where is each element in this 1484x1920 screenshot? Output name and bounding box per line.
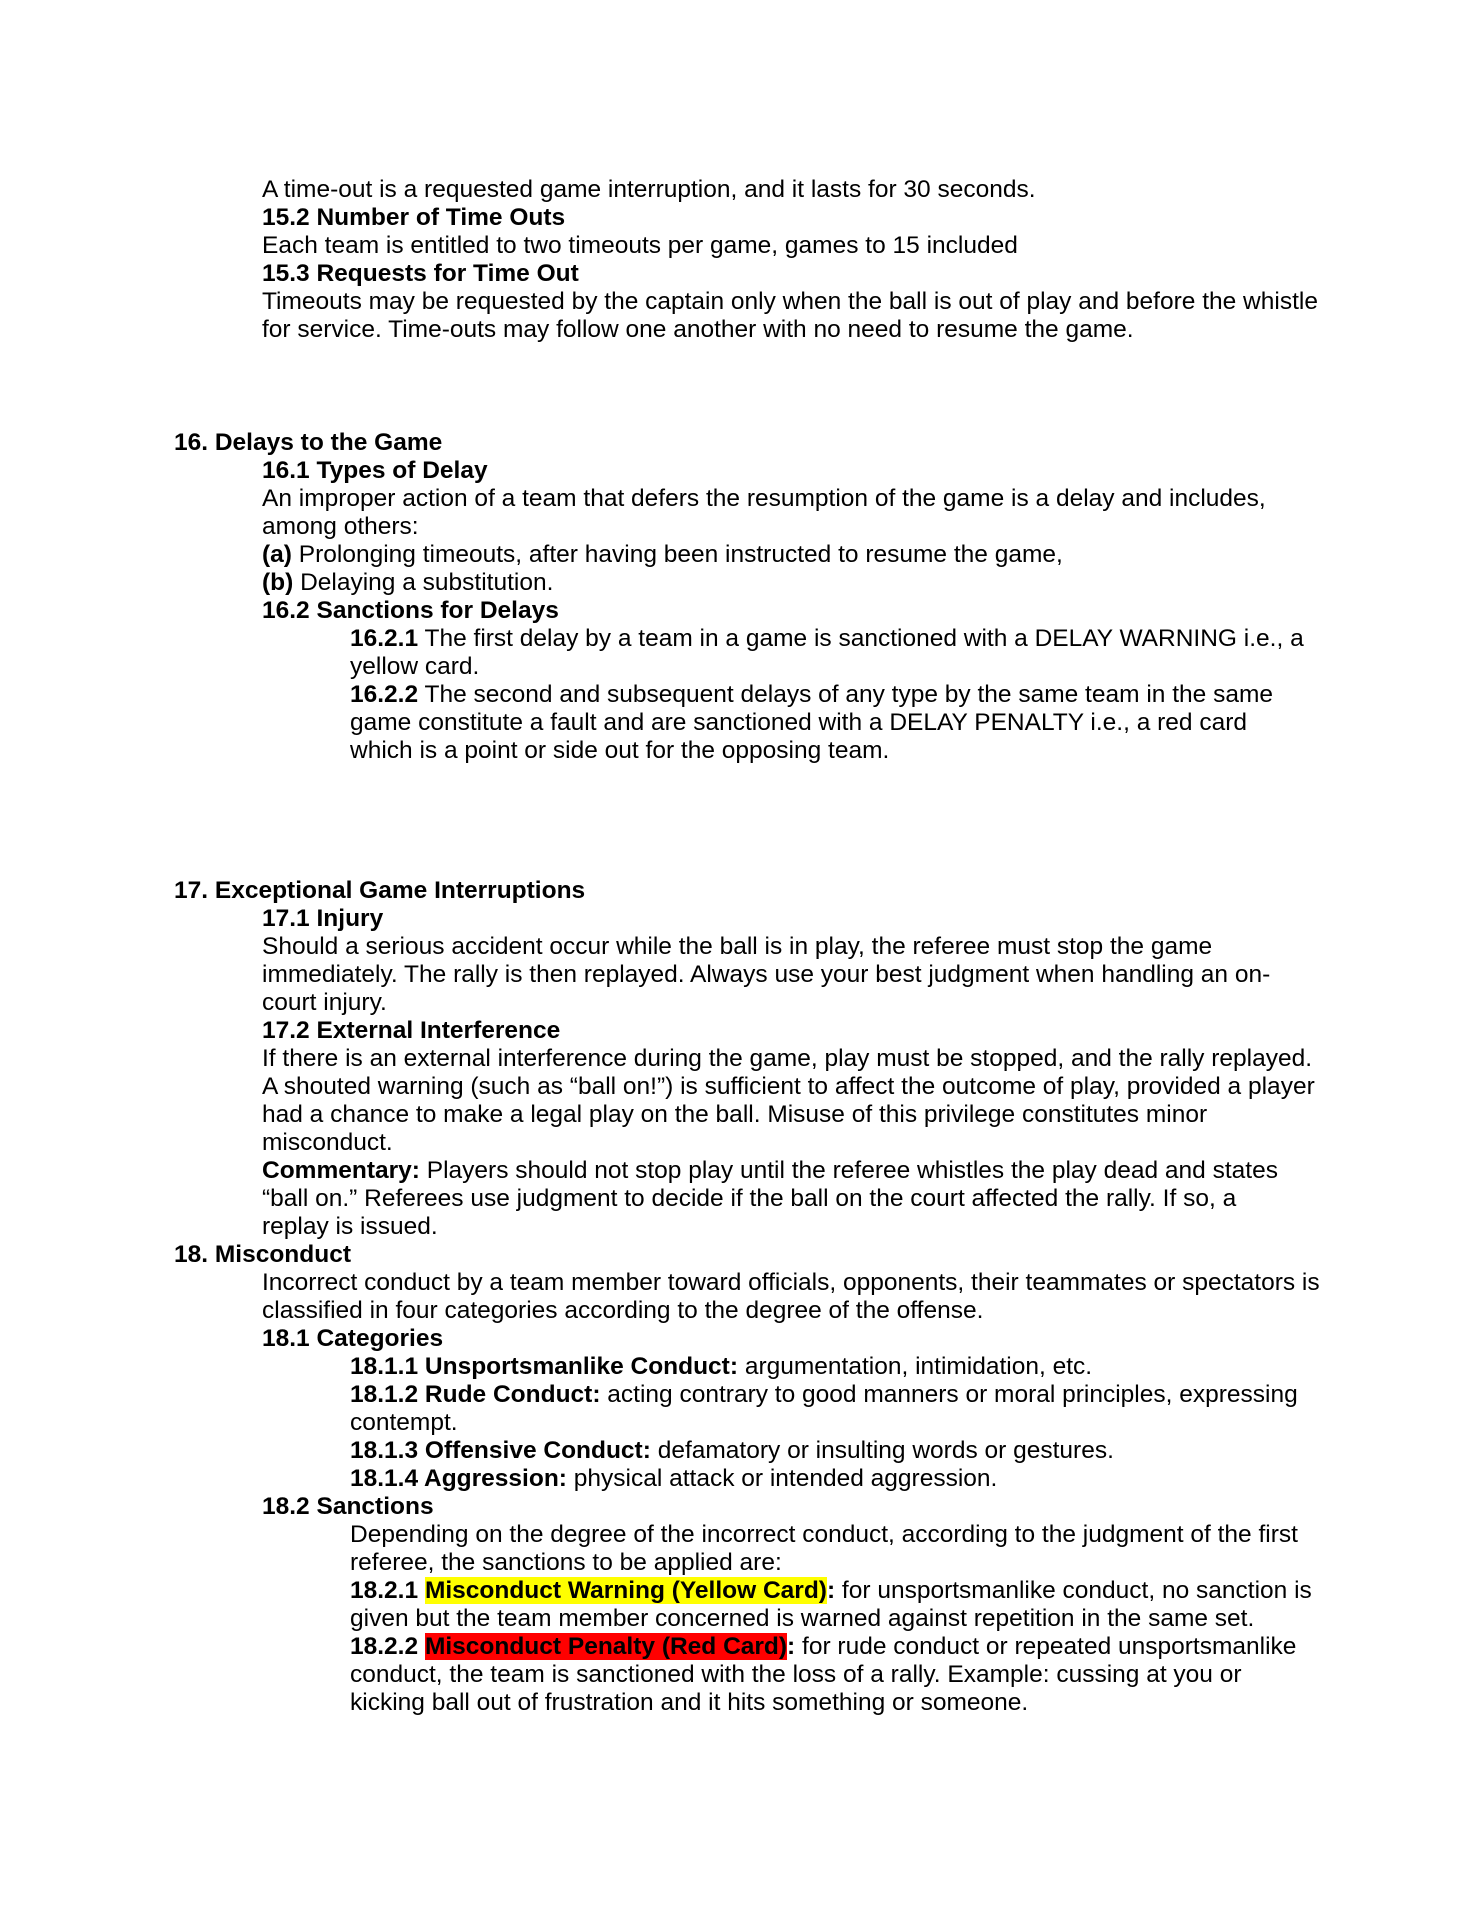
sanction-18-2-2-line-1 <box>350 1633 1296 1661</box>
category-18-1-2-line-1 <box>350 1381 1298 1409</box>
paragraph-17-1-line-2: immediately. The rally is then replayed. Always use your best judgment when handling an on- <box>262 961 1271 988</box>
category-18-1-1-label: 18.1.1 Unsportsmanlike Conduct: <box>350 1353 739 1380</box>
rule-16-2-1-text: The first delay by a team in a game is sanctioned with a DELAY WARNING i.e., a <box>418 625 1304 652</box>
paragraph-15-3-line-1: Timeouts may be requested by the captain only when the ball is out of play and before the whistle <box>262 288 1318 315</box>
list-item-a <box>262 541 1063 569</box>
category-18-1-2-label: 18.1.2 Rude Conduct: <box>350 1381 601 1408</box>
yellow-card-highlight: Misconduct Warning (Yellow Card) <box>424 1577 827 1604</box>
red-card-colon: : <box>787 1633 796 1660</box>
paragraph-17-1-line-1: Should a serious accident occur while the ball is in play, the referee must stop the game <box>262 933 1213 960</box>
category-18-1-2-text: acting contrary to good manners or moral principles, expressing <box>600 1381 1298 1408</box>
timeout-intro: A time-out is a requested game interruption, and it lasts for 30 seconds. <box>262 176 1036 203</box>
yellow-card-colon: : <box>826 1577 836 1604</box>
commentary-line-3: replay is issued. <box>262 1213 438 1240</box>
rule-16-2-2-line-2: game constitute a fault and are sanctioned with a DELAY PENALTY i.e., a red card <box>350 709 1248 736</box>
rule-16-2-1-line-1 <box>350 625 1304 653</box>
sanction-18-2-1-line-2: given but the team member concerned is warned against repetition in the same set. <box>350 1605 1255 1632</box>
paragraph-17-2-line-3: had a chance to make a legal play on the ball. Misuse of this privilege constitutes minor <box>262 1101 1208 1128</box>
heading-15-3: 15.3 Requests for Time Out <box>262 260 579 287</box>
heading-16-1: 16.1 Types of Delay <box>262 457 488 484</box>
category-18-1-3 <box>350 1437 1114 1465</box>
rule-16-2-2-line-3: which is a point or side out for the opposing team. <box>350 737 890 764</box>
sanction-18-2-2-line-3: kicking ball out of frustration and it hits something or someone. <box>350 1689 1029 1716</box>
section-18-heading: 18. Misconduct <box>174 1241 351 1268</box>
paragraph-16-1-line-1: An improper action of a team that defers the resumption of the game is a delay and includes, <box>262 485 1266 512</box>
heading-17-2: 17.2 External Interference <box>262 1017 561 1044</box>
paragraph-17-1-line-3: court injury. <box>262 989 387 1016</box>
section-16-heading: 16. Delays to the Game <box>174 429 443 456</box>
sanction-18-2-2-text: for rude conduct or repeated unsportsmanlike <box>795 1633 1297 1660</box>
paragraph-17-2-line-2: A shouted warning (such as “ball on!”) is sufficient to affect the outcome of play, provided a player <box>262 1073 1315 1100</box>
rule-16-2-1-line-2: yellow card. <box>350 653 480 680</box>
category-18-1-1-text: argumentation, intimidation, etc. <box>738 1353 1093 1380</box>
commentary-line-1 <box>262 1157 1278 1185</box>
rule-16-2-2-text: The second and subsequent delays of any type by the same team in the same <box>418 681 1273 708</box>
paragraph-17-2-line-4: misconduct. <box>262 1129 393 1156</box>
list-item-b <box>262 569 553 597</box>
heading-18-2: 18.2 Sanctions <box>262 1493 434 1520</box>
paragraph-17-2-line-1: If there is an external interference during the game, play must be stopped, and the rally replayed. <box>262 1045 1313 1072</box>
list-item-b-text: Delaying a substitution. <box>293 569 554 596</box>
sanction-18-2-1-number: 18.2.1 <box>350 1577 419 1604</box>
commentary-label: Commentary: <box>262 1157 420 1184</box>
category-18-1-3-text: defamatory or insulting words or gestures. <box>650 1437 1114 1464</box>
red-card-highlight: Misconduct Penalty (Red Card) <box>424 1633 788 1660</box>
paragraph-16-1-line-2: among others: <box>262 513 419 540</box>
category-18-1-3-label: 18.1.3 Offensive Conduct: <box>350 1437 651 1464</box>
sanction-18-2-2-number: 18.2.2 <box>350 1633 419 1660</box>
paragraph-18-2-line-1: Depending on the degree of the incorrect conduct, according to the judgment of the first <box>350 1521 1298 1548</box>
paragraph-18-2-line-2: referee, the sanctions to be applied are: <box>350 1549 782 1576</box>
rule-16-2-2-number: 16.2.2 <box>350 681 419 708</box>
list-item-a-text: Prolonging timeouts, after having been instructed to resume the game, <box>291 541 1063 568</box>
category-18-1-2-line-2: contempt. <box>350 1409 458 1436</box>
heading-16-2: 16.2 Sanctions for Delays <box>262 597 559 624</box>
sanction-18-2-1-line-1 <box>350 1577 1312 1605</box>
rule-16-2-2-line-1 <box>350 681 1273 709</box>
heading-18-1: 18.1 Categories <box>262 1325 444 1352</box>
category-18-1-4-label: 18.1.4 Aggression: <box>350 1465 567 1492</box>
paragraph-18-line-1: Incorrect conduct by a team member toward officials, opponents, their teammates or spectators is <box>262 1269 1320 1296</box>
paragraph-15-2: Each team is entitled to two timeouts per game, games to 15 included <box>262 232 1018 259</box>
list-item-a-label: (a) <box>262 541 292 568</box>
paragraph-15-3-line-2: for service. Time-outs may follow one another with no need to resume the game. <box>262 316 1134 343</box>
sanction-18-2-2-line-2: conduct, the team is sanctioned with the loss of a rally. Example: cussing at you or <box>350 1661 1242 1688</box>
category-18-1-4-text: physical attack or intended aggression. <box>566 1465 998 1492</box>
commentary-text: Players should not stop play until the referee whistles the play dead and states <box>419 1157 1278 1184</box>
heading-15-2: 15.2 Number of Time Outs <box>262 204 566 231</box>
category-18-1-4 <box>350 1465 997 1493</box>
commentary-line-2: “ball on.” Referees use judgment to decide if the ball on the court affected the rally. If so, a <box>262 1185 1237 1212</box>
heading-17-1: 17.1 Injury <box>262 905 384 932</box>
category-18-1-1 <box>350 1353 1092 1381</box>
section-17-heading: 17. Exceptional Game Interruptions <box>174 877 586 904</box>
paragraph-18-line-2: classified in four categories according to the degree of the offense. <box>262 1297 984 1324</box>
list-item-b-label: (b) <box>262 569 294 596</box>
sanction-18-2-1-text: for unsportsmanlike conduct, no sanction is <box>835 1577 1312 1604</box>
rule-16-2-1-number: 16.2.1 <box>350 625 419 652</box>
